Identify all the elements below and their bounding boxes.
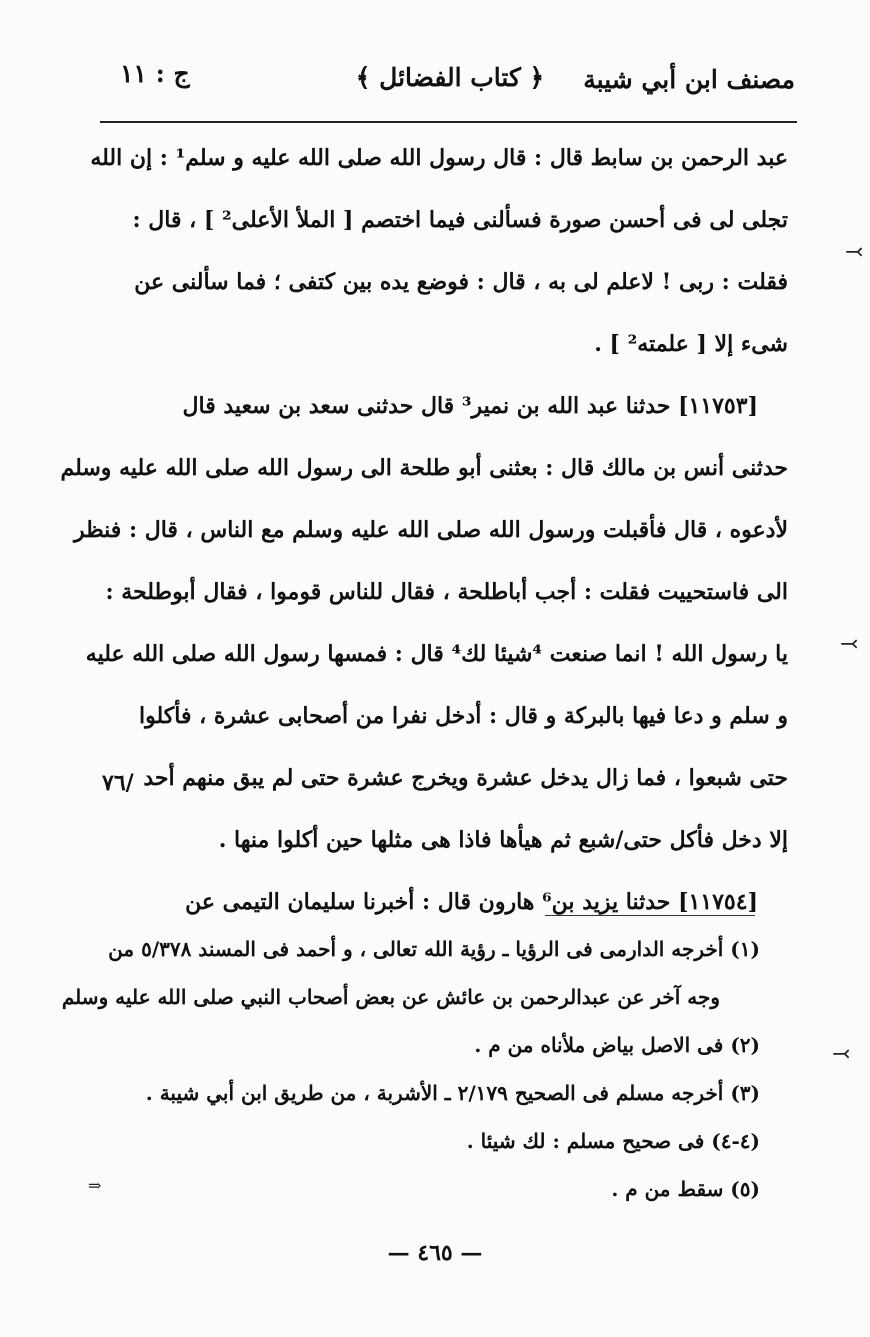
volume-number: ج : ١١ <box>120 59 190 88</box>
footnote: (٢) فى الاصل بياض ملأناه من م . <box>474 1033 760 1057</box>
section-title: ﴿ كتاب الفضائل ﴾ <box>355 63 545 92</box>
footnote-continuation: وجه آخر عن عبدالرحمن بن عائش عن بعض أصحاب النبي صلى الله عليه وسلم <box>61 985 720 1009</box>
footnote: (٣) أخرجه مسلم فى الصحيح ٢/١٧٩ ـ الأشربة ، من طريق ابن أبي شيبة . <box>145 1081 760 1105</box>
text-line: شىء إلا [ علمته² ] . <box>594 331 788 357</box>
text-line: حتى شبعوا ، فما زال يدخل عشرة ويخرج عشرة حتى لم يبق منهم أحد <box>143 765 788 791</box>
hadith-start-line: [١١٧٥٣] حدثنا عبد الله بن نمير³ قال حدثنى سعد بن سعيد قال <box>182 393 758 419</box>
text-line: عبد الرحمن بن سابط قال : قال رسول الله صلى الله عليه و سلم¹ : إن الله <box>90 145 788 171</box>
text-line: لأدعوه ، قال فأقبلت ورسول الله صلى الله عليه وسلم مع الناس ، قال : فنظر <box>73 517 788 543</box>
margin-tick-mark: ⤙ <box>832 1042 851 1067</box>
footnote: (٤-٤) فى صحيح مسلم : لك شيئا . <box>466 1129 760 1153</box>
page-header <box>105 55 795 105</box>
text-line: فقلت : ربى ! لاعلم لى به ، قال : فوضع يده بين كتفى ؛ فما سألنى عن <box>134 269 788 295</box>
text-line: حدثنى أنس بن مالك قال : بعثنى أبو طلحة الى رسول الله صلى الله عليه وسلم <box>60 455 788 481</box>
footnote-rule <box>545 915 755 916</box>
page-number: — ٤٦٥ — <box>387 1240 483 1266</box>
footnote: (١) أخرجه الدارمى فى الرؤيا ـ رؤية الله تعالى ، و أحمد فى المسند ٥/٣٧٨ من <box>108 937 760 961</box>
footnotes <box>61 925 760 1213</box>
text-line: تجلى لى فى أحسن صورة فسألنى فيما اختصم [ الملأ الأعلى² ] ، قال : <box>132 207 788 233</box>
text-line: يا رسول الله ! انما صنعت ⁴شيئا لك⁴ قال : فمسها رسول الله صلى الله عليه <box>85 641 788 667</box>
header-rule <box>100 121 797 123</box>
text-line: و سلم و دعا فيها بالبركة و قال : أدخل نفرا من أصحابى عشرة ، فأكلوا <box>139 703 788 729</box>
book-title: مصنف ابن أبي شيبة <box>583 65 795 94</box>
text-line: إلا دخل فأكل حتى/شبع ثم هيأها فاذا هى مثلها حين أكلوا منها . <box>218 827 788 853</box>
hadith-start-line: [١١٧٥٤] حدثنا يزيد بن⁶ هارون قال : أخبرنا سليمان التيمى عن <box>185 889 758 915</box>
footnote: (٥) سقط من م . <box>611 1177 760 1201</box>
margin-page-reference: ٧٦/ <box>102 770 134 796</box>
margin-tick-mark: ⤙ <box>840 632 859 657</box>
margin-scribble-mark: ⇒ <box>88 1176 102 1195</box>
margin-tick-mark: ⤙ <box>845 240 864 265</box>
text-line: الى فاستحييت فقلت : أجب أباطلحة ، فقال للناس قوموا ، فقال أبوطلحة : <box>105 579 788 605</box>
main-text <box>60 127 788 933</box>
